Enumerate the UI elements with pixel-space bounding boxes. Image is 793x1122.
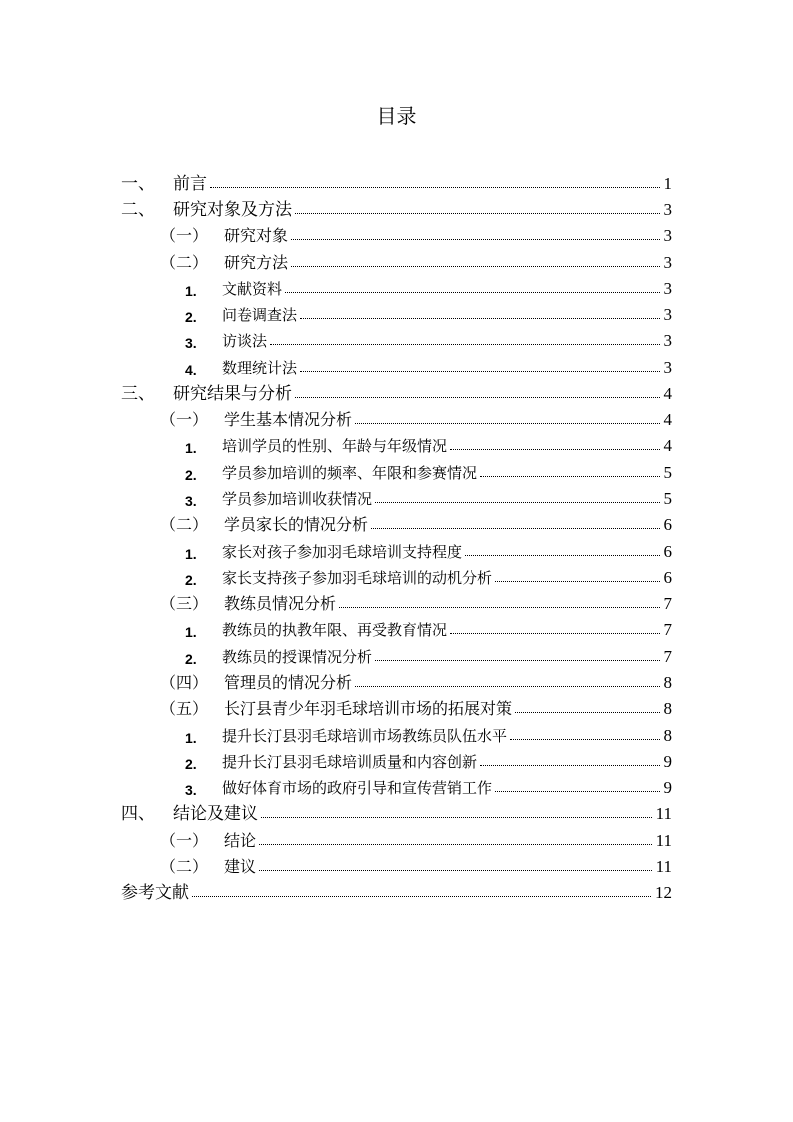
toc-entry-label: 家长对孩子参加羽毛球培训支持程度 bbox=[222, 542, 463, 561]
toc-entry-number: （二） bbox=[160, 515, 209, 535]
toc-entry-label: 做好体育市场的政府引导和宣传营销工作 bbox=[222, 779, 493, 798]
toc-entry-label: 学员参加培训的频率、年限和参赛情况 bbox=[222, 463, 478, 482]
toc-entry[interactable] bbox=[121, 798, 672, 824]
toc-entry-label: 教练员情况分析 bbox=[224, 594, 337, 614]
toc-entry[interactable] bbox=[121, 640, 672, 666]
toc-entry[interactable] bbox=[121, 194, 672, 220]
toc-entry-label: 长汀县青少年羽毛球培训市场的拓展对策 bbox=[224, 699, 513, 719]
toc-entry-number: 2. bbox=[185, 466, 197, 483]
toc-entry-label: 结论及建议 bbox=[173, 804, 258, 825]
dot-leader bbox=[375, 502, 659, 503]
toc-entry-page-number: 5 bbox=[663, 462, 672, 482]
dot-leader bbox=[291, 239, 659, 240]
toc-entry-page-number: 3 bbox=[663, 226, 672, 246]
dot-leader bbox=[355, 686, 659, 687]
toc-entry-page-number: 11 bbox=[655, 804, 672, 824]
toc-entry-label: 文献资料 bbox=[222, 279, 283, 298]
toc-entry-number: 4. bbox=[185, 361, 197, 378]
dot-leader bbox=[371, 528, 659, 529]
dot-leader bbox=[259, 844, 652, 845]
toc-entry-number: 二、 bbox=[121, 200, 155, 220]
toc-entry[interactable] bbox=[121, 588, 672, 614]
toc-entry[interactable] bbox=[121, 404, 672, 430]
toc-entry-number: （一） bbox=[160, 410, 209, 430]
toc-entry[interactable] bbox=[121, 299, 672, 325]
toc-entry-number: 2. bbox=[185, 650, 197, 667]
toc-entry-page-number: 8 bbox=[663, 673, 672, 693]
toc-entry-label: 参考文献 bbox=[121, 882, 189, 903]
toc-entry[interactable] bbox=[121, 667, 672, 693]
toc-entry-number: （二） bbox=[160, 252, 209, 272]
toc-entry-page-number: 4 bbox=[663, 436, 672, 456]
toc-entry-number: 一、 bbox=[121, 174, 155, 194]
dot-leader bbox=[300, 318, 659, 319]
toc-entry-number: 1. bbox=[185, 440, 197, 457]
toc-entry-label: 建议 bbox=[224, 856, 257, 876]
toc-entry-page-number: 4 bbox=[663, 383, 672, 403]
toc-entry-label: 教练员的执教年限、再受教育情况 bbox=[222, 621, 448, 640]
toc-entry-number: （二） bbox=[160, 856, 209, 876]
toc-entry[interactable] bbox=[121, 325, 672, 351]
toc-entry-label: 前言 bbox=[173, 174, 207, 194]
toc-title: 目录 bbox=[376, 104, 417, 128]
toc-entry[interactable] bbox=[121, 273, 672, 299]
toc-entry-page-number: 3 bbox=[663, 305, 672, 325]
toc-entry-page-number: 9 bbox=[663, 751, 672, 771]
toc-entry-number: 1. bbox=[185, 624, 197, 641]
toc-entry[interactable] bbox=[121, 378, 672, 404]
toc-entry-number: 1. bbox=[185, 282, 197, 299]
dot-leader bbox=[495, 791, 659, 792]
toc-entry-page-number: 6 bbox=[663, 541, 672, 561]
toc-entry-label: 教练员的授课情况分析 bbox=[222, 647, 373, 666]
dot-leader bbox=[259, 870, 652, 871]
toc-entry-label: 学生基本情况分析 bbox=[224, 410, 353, 430]
toc-entry-label: 学员家长的情况分析 bbox=[224, 515, 369, 535]
toc-entry[interactable] bbox=[121, 483, 672, 509]
toc-entry-label: 访谈法 bbox=[222, 332, 268, 351]
dot-leader bbox=[295, 213, 660, 214]
toc-entry-label: 数理统计法 bbox=[222, 358, 298, 377]
toc-entry-label: 研究方法 bbox=[224, 252, 289, 272]
dot-leader bbox=[375, 660, 659, 661]
dot-leader bbox=[495, 581, 659, 582]
dot-leader bbox=[285, 292, 659, 293]
toc-entry[interactable] bbox=[121, 614, 672, 640]
toc-entry-page-number: 5 bbox=[663, 488, 672, 508]
toc-entry-page-number: 3 bbox=[663, 200, 672, 219]
toc-entry-label: 提升长汀县羽毛球培训质量和内容创新 bbox=[222, 752, 478, 771]
toc-entry-label: 管理员的情况分析 bbox=[224, 673, 353, 693]
toc-entry-page-number: 7 bbox=[663, 594, 672, 614]
toc-entry-page-number: 7 bbox=[663, 620, 672, 640]
toc-entry-number: 三、 bbox=[121, 383, 155, 404]
toc-entry-label: 家长支持孩子参加羽毛球培训的动机分析 bbox=[222, 568, 493, 587]
toc-entry[interactable] bbox=[121, 456, 672, 482]
toc-entry[interactable] bbox=[121, 220, 672, 246]
dot-leader bbox=[450, 633, 659, 634]
toc-entry[interactable] bbox=[121, 509, 672, 535]
toc-entry[interactable] bbox=[121, 824, 672, 850]
dot-leader bbox=[270, 344, 659, 345]
dot-leader bbox=[355, 423, 659, 424]
toc-entry-number: 2. bbox=[185, 755, 197, 772]
toc-entry-page-number: 4 bbox=[663, 410, 672, 430]
dot-leader bbox=[291, 266, 659, 267]
dot-leader bbox=[192, 896, 651, 897]
toc-entry[interactable] bbox=[121, 746, 672, 772]
toc-entry-number: （三） bbox=[160, 594, 209, 614]
toc-entry-number: 1. bbox=[185, 545, 197, 562]
toc-entry[interactable] bbox=[121, 430, 672, 456]
toc-entry-page-number: 3 bbox=[663, 252, 672, 272]
toc-entry-number: （五） bbox=[160, 699, 209, 719]
toc-entry-label: 学员参加培训收获情况 bbox=[222, 489, 373, 508]
toc-entry-number: （一） bbox=[160, 830, 209, 850]
toc-entry-number: 3. bbox=[185, 335, 197, 352]
dot-leader bbox=[480, 476, 659, 477]
toc-entry[interactable] bbox=[121, 168, 672, 194]
toc-entry-number: 四、 bbox=[121, 804, 155, 825]
toc-entry-page-number: 12 bbox=[655, 882, 672, 902]
toc-entry-page-number: 1 bbox=[663, 174, 672, 193]
toc-entry-page-number: 9 bbox=[663, 778, 672, 798]
toc-entry-page-number: 8 bbox=[663, 699, 672, 719]
toc-entry-number: 2. bbox=[185, 309, 197, 326]
toc-entry-page-number: 7 bbox=[663, 646, 672, 666]
dot-leader bbox=[210, 187, 660, 188]
dot-leader bbox=[480, 765, 659, 766]
toc-entry-number: （四） bbox=[160, 673, 209, 693]
dot-leader bbox=[295, 397, 660, 398]
toc-entry-number: 2. bbox=[185, 571, 197, 588]
toc-entry-number: 3. bbox=[185, 492, 197, 509]
toc-entry[interactable] bbox=[121, 877, 672, 903]
toc-entry-page-number: 11 bbox=[655, 856, 672, 876]
toc-entry-page-number: 3 bbox=[663, 278, 672, 298]
toc-entry[interactable] bbox=[121, 351, 672, 377]
toc-entry-label: 研究对象 bbox=[224, 226, 289, 246]
toc-entry-page-number: 6 bbox=[663, 567, 672, 587]
toc-entry-label: 研究对象及方法 bbox=[173, 200, 292, 220]
dot-leader bbox=[510, 739, 659, 740]
toc-entry-number: 1. bbox=[185, 729, 197, 746]
dot-leader bbox=[261, 817, 652, 818]
toc-entry-number: （一） bbox=[160, 226, 209, 246]
toc-entry[interactable] bbox=[121, 719, 672, 745]
toc-entry[interactable] bbox=[121, 562, 672, 588]
toc-entry[interactable] bbox=[121, 693, 672, 719]
toc-entry-page-number: 3 bbox=[663, 331, 672, 351]
dot-leader bbox=[515, 712, 659, 713]
toc-entry-label: 培训学员的性别、年龄与年级情况 bbox=[222, 437, 448, 456]
table-of-contents bbox=[121, 168, 672, 903]
toc-entry-label: 研究结果与分析 bbox=[173, 383, 292, 404]
toc-entry-page-number: 3 bbox=[663, 357, 672, 377]
toc-entry[interactable] bbox=[121, 246, 672, 272]
dot-leader bbox=[450, 449, 659, 450]
dot-leader bbox=[339, 607, 659, 608]
toc-entry[interactable] bbox=[121, 772, 672, 798]
toc-entry-number: 3. bbox=[185, 782, 197, 799]
toc-entry[interactable] bbox=[121, 851, 672, 877]
toc-entry[interactable] bbox=[121, 535, 672, 561]
dot-leader bbox=[465, 555, 659, 556]
toc-entry-label: 问卷调查法 bbox=[222, 306, 298, 325]
dot-leader bbox=[300, 371, 659, 372]
toc-entry-label: 提升长汀县羽毛球培训市场教练员队伍水平 bbox=[222, 726, 508, 745]
toc-entry-page-number: 11 bbox=[655, 830, 672, 850]
toc-entry-page-number: 6 bbox=[663, 515, 672, 535]
toc-entry-page-number: 8 bbox=[663, 725, 672, 745]
toc-entry-label: 结论 bbox=[224, 830, 257, 850]
